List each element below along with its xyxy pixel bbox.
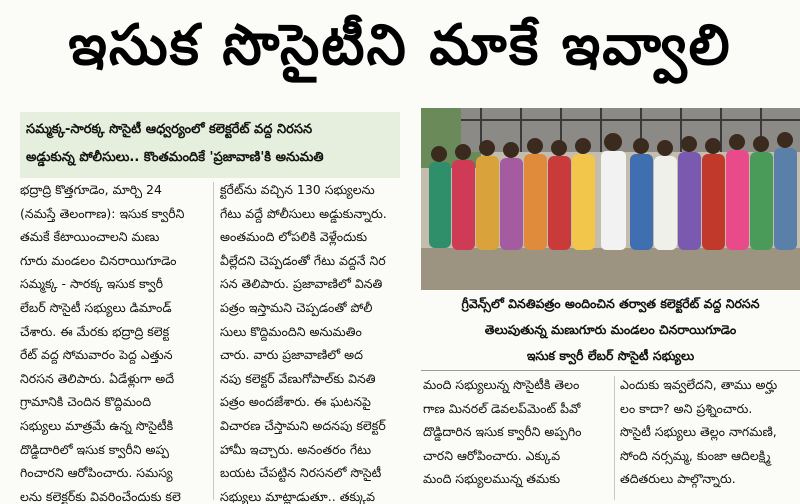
column-divider (213, 182, 214, 500)
article-line: గేటు వద్దే పోలీసులు అడ్డుకున్నారు. (220, 205, 387, 221)
subheadline-line-2: అడ్డుకున్న పోలీసులు.. కొంతమందికే 'ప్రజావాణి'కి అనుమతి (26, 150, 324, 165)
article-line: తదితరులు పాల్గొన్నారు. (620, 471, 736, 487)
headline: ఇసుక సొసైటీని మాకే ఇవ్వాలి (68, 12, 732, 78)
article-line: మంది సభ్యులమున్న తమకు (423, 471, 561, 487)
article-line: సోంది నర్సమ్మ, కుంజా ఆదిలక్ష్మి (620, 447, 771, 463)
article-line: పత్రం అందజేశారు. ఈ ఘటనపై (220, 394, 371, 410)
article-line: గూరు మండలం చినరాయిగూడెం (20, 252, 177, 268)
caption-line-1: గ్రీవెన్స్‌లో వినతిపత్రం అందించిన తర్వాత కలెక్టరేట్ వద్ద నిరసన (461, 296, 760, 311)
article-line: గాణ మినరల్ డెవలప్‌మెంట్ పీవో (423, 400, 581, 416)
article-line: అంతమంది లోపలికి వెళ్లేందుకు (220, 229, 368, 245)
article-line: సభ్యులు మాట్లాడుతూ.. తక్కువ (220, 488, 376, 504)
article-line: పత్రం ఇస్తామని చెప్పడంతో పోలీ (220, 299, 373, 315)
article-line: దొడ్డిదారిన ఇసుక క్వారీని అప్పగిం (423, 424, 582, 440)
article-line: ఎందుకు ఇవ్వలేదని, తాము అర్హు (620, 377, 778, 392)
article-column-2 (220, 178, 416, 504)
article-line: చారని ఆరోపించారు. ఎక్కువ (423, 447, 561, 463)
caption-line-3: ఇసుక క్వారీ లేబర్ సొసైటీ సభ్యులు (526, 348, 695, 363)
article-line: లం కాదా? అని ప్రశ్నించారు. (620, 400, 753, 416)
article-line: గించారని ఆరోపించారు. సమస్య (20, 465, 173, 481)
subheadline-line-1: సమ్మక్క-సారక్క సొసైటీ ఆధ్వర్యంలో కలెక్టరేట్ వద్ద నిరసన (26, 122, 313, 137)
article-line: గ్రామానికి చెందిన కొద్దిమంది (20, 394, 152, 410)
article-line: భద్రాద్రి కొత్తగూడెం, మార్చి 24 (20, 182, 162, 197)
article-line: సమ్మక్క - సారక్క ఇసుక క్వారీ (20, 276, 163, 292)
column-divider (614, 376, 615, 500)
caption-divider (421, 370, 800, 371)
article-line: సొసైటీ సభ్యులు తెల్లం నాగమణి, (620, 424, 777, 440)
article-line: లను కలెక్టర్‌కు వివరించేందుకు కలె (20, 488, 181, 504)
protest-photo (421, 108, 800, 290)
article-line: బయట చేపట్టిన నిరసనలో సొసైటీ (220, 465, 382, 481)
article-column-4 (620, 373, 800, 501)
article-column-3 (423, 373, 611, 501)
article-line: దొడ్డిదారిలో ఇసుక క్వారీని అప్ప (20, 441, 169, 457)
article-line: లేబర్ సొసైటీ సభ్యులు డిమాండ్ (20, 299, 172, 315)
article-line: నపు కలెక్టర్ వేణుగోపాల్‌కు వినతి (220, 370, 376, 386)
article-column-1 (20, 178, 208, 504)
article-line: చారు. వారు ప్రజావాణిలో అద (220, 347, 363, 363)
article-line: సభ్యులు మాత్రమే ఉన్న సొసైటీకి (20, 417, 174, 433)
article-line: మంది సభ్యులున్న సొసైటీకి తెలం (423, 377, 580, 392)
article-line: (నమస్తే తెలంగాణ): ఇసుక క్వారీని (20, 205, 185, 221)
caption-line-2: తెలుపుతున్న మణుగూరు మండలం చినరాయిగూడెం (484, 322, 737, 337)
article-line: క్టరేట్‌ను వచ్చిన 130 సభ్యులను (220, 182, 375, 197)
article-line: విచారణ చేస్తామని అదనపు కలెక్టర్ (220, 417, 386, 433)
protest-photo-illustration (421, 108, 800, 290)
article-line: చేశారు. ఈ మేరకు భద్రాద్రి కలెక్ట (20, 323, 170, 339)
subheadline-box (20, 112, 400, 178)
article-line: హామీ ఇచ్చారు. అనంతరం గేటు (220, 441, 372, 457)
article-line: వీల్లేదని చెప్పడంతో గేటు వద్దనే నిర (220, 252, 386, 268)
photo-caption (421, 291, 800, 369)
article-line: రేట్ వద్ద సోమవారం పెద్ద ఎత్తున (20, 347, 173, 363)
article-line: సన తెలిపారు. ప్రజావాణిలో వినతి (220, 276, 383, 292)
article-line: సులు కొద్దిమందిని అనుమతిం (220, 323, 362, 339)
article-line: తమకే కేటాయించాలని మణు (20, 229, 160, 245)
article-line: నిరసన తెలిపారు. ఏడేళ్లుగా అదే (20, 370, 175, 386)
